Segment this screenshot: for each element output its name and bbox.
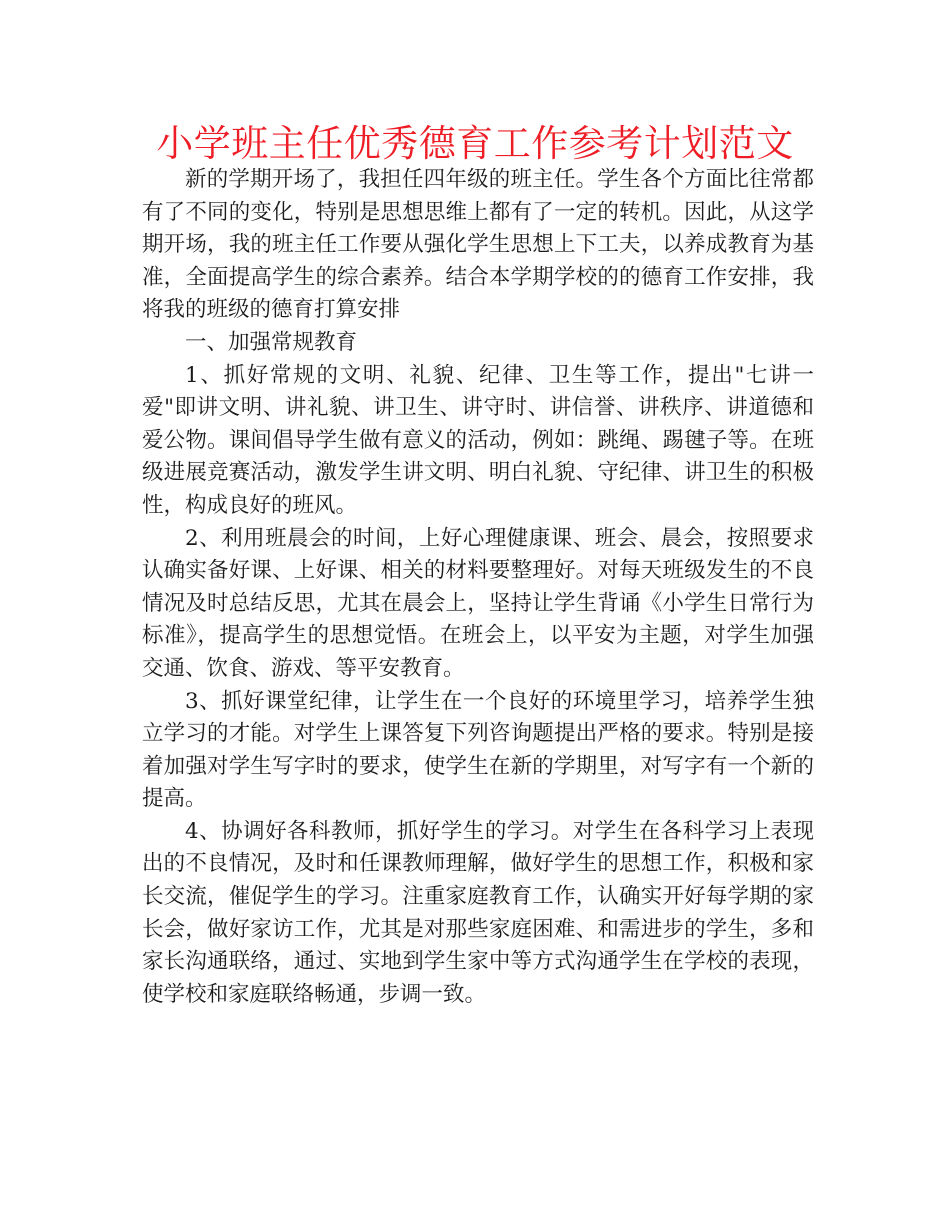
document-body	[142, 164, 814, 1011]
item-paragraph-4: 4、协调好各科教师，抓好学生的学习。对学生在各科学习上表现出的不良情况，及时和任课教师理解，做好学生的思想工作，积极和家长交流，催促学生的学习。注重家庭教育工作，认确实开好每学期的家长会，做好家访工作，尤其是对那些家庭困难、和需进步的学生，多和家长沟通联络，通过、实地到学生家中等方式沟通学生在学校的表现，使学校和家庭联络畅通，步调一致。	[142, 818, 814, 1007]
item-paragraph-3: 3、抓好课堂纪律，让学生在一个良好的环境里学习，培养学生独立学习的才能。对学生上课答复下列咨询题提出严格的要求。特别是接着加强对学生写字时的要求，使学生在新的学期里，对写字有一个新的提高。	[142, 688, 814, 812]
section-heading: 一、加强常规教育	[185, 329, 358, 355]
intro-paragraph: 新的学期开场了，我担任四年级的班主任。学生各个方面比往常都有了不同的变化，特别是思想思维上都有了一定的转机。因此，从这学期开场，我的班主任工作要从强化学生思想上下工夫，以养成教育为基准，全面提高学生的综合素养。结合本学期学校的的德育工作安排，我将我的班级的德育打算安排	[142, 167, 814, 323]
document-title: 小学班主任优秀德育工作参考计划范文	[156, 122, 794, 165]
item-paragraph-1: 1、抓好常规的文明、礼貌、纪律、卫生等工作，提出"七讲一爱"即讲文明、讲礼貌、讲卫生、讲守时、讲信誉、讲秩序、讲道德和爱公物。课间倡导学生做有意义的活动，例如：跳绳、踢毽子等。在班级进展竞赛活动，激发学生讲文明、明白礼貌、守纪律、讲卫生的积极性，构成良好的班风。	[142, 362, 814, 518]
item-paragraph-2: 2、利用班晨会的时间，上好心理健康课、班会、晨会，按照要求认确实备好课、上好课、相关的材料要整理好。对每天班级发生的不良情况及时总结反思，尤其在晨会上，坚持让学生背诵《小学生日常行为标准》，提高学生的思想觉悟。在班会上，以平安为主题，对学生加强交通、饮食、游戏、等平安教育。	[142, 525, 814, 681]
